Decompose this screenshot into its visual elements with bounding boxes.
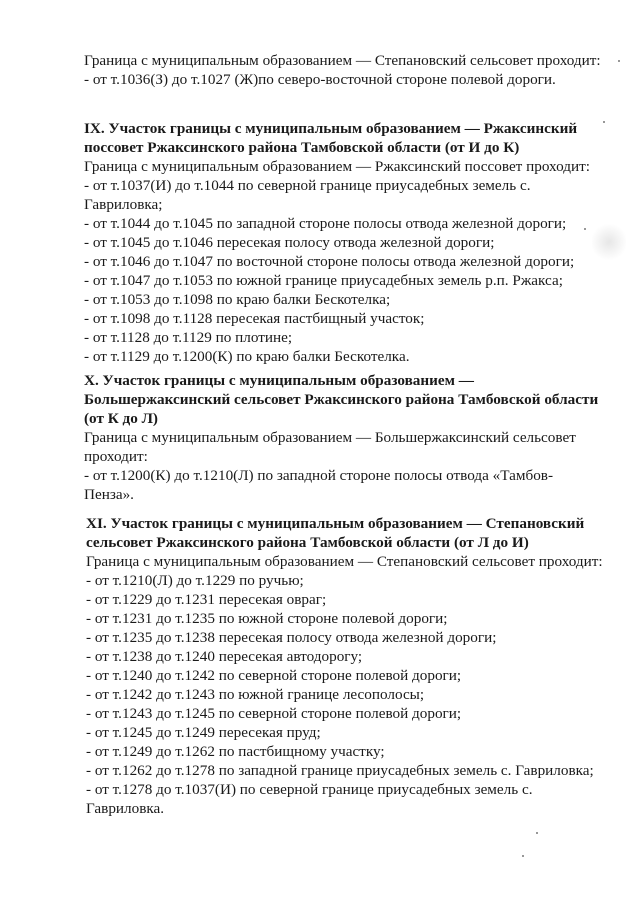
section-ix-item: - от т.1044 до т.1045 по западной стороне полосы отвода железной дороги; — [84, 215, 567, 232]
section-xi-item: - от т.1245 до т.1249 пересекая пруд; — [86, 724, 321, 741]
section-x-intro-2: проходит: — [84, 448, 148, 465]
intro-line-1: Граница с муниципальным образованием — Степановский сельсовет проходит: — [84, 52, 601, 69]
section-x-heading-3: (от К до Л) — [84, 410, 158, 427]
scan-speck — [603, 121, 605, 123]
section-xi-intro: Граница с муниципальным образованием — Степановский сельсовет проходит: — [86, 553, 603, 570]
section-x-intro-1: Граница с муниципальным образованием — Большержаксинский сельсовет — [84, 429, 576, 446]
scan-speck — [584, 228, 586, 230]
section-ix-item: Гавриловка; — [84, 196, 163, 213]
scan-speck — [618, 60, 620, 62]
section-ix-heading-1: IX. Участок границы с муниципальным образованием — Ржаксинский — [84, 120, 578, 137]
section-ix-item: - от т.1128 до т.1129 по плотине; — [84, 329, 293, 346]
section-xi-item: - от т.1278 до т.1037(И) по северной границе приусадебных земель с. — [86, 781, 533, 798]
section-xi-item: - от т.1238 до т.1240 пересекая автодорогу; — [86, 648, 363, 665]
section-xi-item: - от т.1243 до т.1245 по северной стороне полевой дороги; — [86, 705, 462, 722]
scan-smudge — [592, 222, 626, 262]
section-xi-item: - от т.1262 до т.1278 по западной границе приусадебных земель с. Гавриловка; — [86, 762, 594, 779]
scan-speck — [522, 855, 524, 857]
section-ix-item: - от т.1098 до т.1128 пересекая пастбищный участок; — [84, 310, 425, 327]
scan-speck — [536, 832, 538, 834]
section-xi-item: - от т.1231 до т.1235 по южной стороне полевой дороги; — [86, 610, 448, 627]
section-xi-heading-2: сельсовет Ржаксинского района Тамбовской области (от Л до И) — [86, 534, 529, 551]
section-xi-heading-1: XI. Участок границы с муниципальным образованием — Степановский — [86, 515, 585, 532]
section-ix-heading-2: поссовет Ржаксинского района Тамбовской области (от И до К) — [84, 139, 520, 156]
section-xi-item: - от т.1235 до т.1238 пересекая полосу отвода железной дороги; — [86, 629, 497, 646]
section-ix-item: - от т.1047 до т.1053 по южной границе приусадебных земель р.п. Ржакса; — [84, 272, 563, 289]
section-xi-item: - от т.1240 до т.1242 по северной стороне полевой дороги; — [86, 667, 462, 684]
section-xi-item: - от т.1210(Л) до т.1229 по ручью; — [86, 572, 304, 589]
section-ix-item: - от т.1046 до т.1047 по восточной стороне полосы отвода железной дороги; — [84, 253, 575, 270]
section-x-item: - от т.1200(К) до т.1210(Л) по западной стороне полосы отвода «Тамбов- — [84, 467, 554, 484]
section-x-item: Пенза». — [84, 486, 134, 503]
section-ix-item: - от т.1037(И) до т.1044 по северной границе приусадебных земель с. — [84, 177, 531, 194]
section-xi-item: - от т.1249 до т.1262 по пастбищному участку; — [86, 743, 385, 760]
section-ix-item: - от т.1053 до т.1098 по краю балки Бескотелка; — [84, 291, 391, 308]
section-xi-item: Гавриловка. — [86, 800, 165, 817]
section-ix-item: - от т.1045 до т.1046 пересекая полосу отвода железной дороги; — [84, 234, 495, 251]
section-ix-intro: Граница с муниципальным образованием — Ржаксинский поссовет проходит: — [84, 158, 590, 175]
section-xi-item: - от т.1242 до т.1243 по южной границе лесополосы; — [86, 686, 425, 703]
section-x-heading-2: Большержаксинский сельсовет Ржаксинского района Тамбовской области — [84, 391, 599, 408]
section-xi-item: - от т.1229 до т.1231 пересекая овраг; — [86, 591, 327, 608]
section-ix-item: - от т.1129 до т.1200(К) по краю балки Бескотелка. — [84, 348, 410, 365]
intro-line-2: - от т.1036(З) до т.1027 (Ж)по северо-восточной стороне полевой дороги. — [84, 71, 556, 88]
section-x-heading-1: X. Участок границы с муниципальным образованием — — [84, 372, 474, 389]
